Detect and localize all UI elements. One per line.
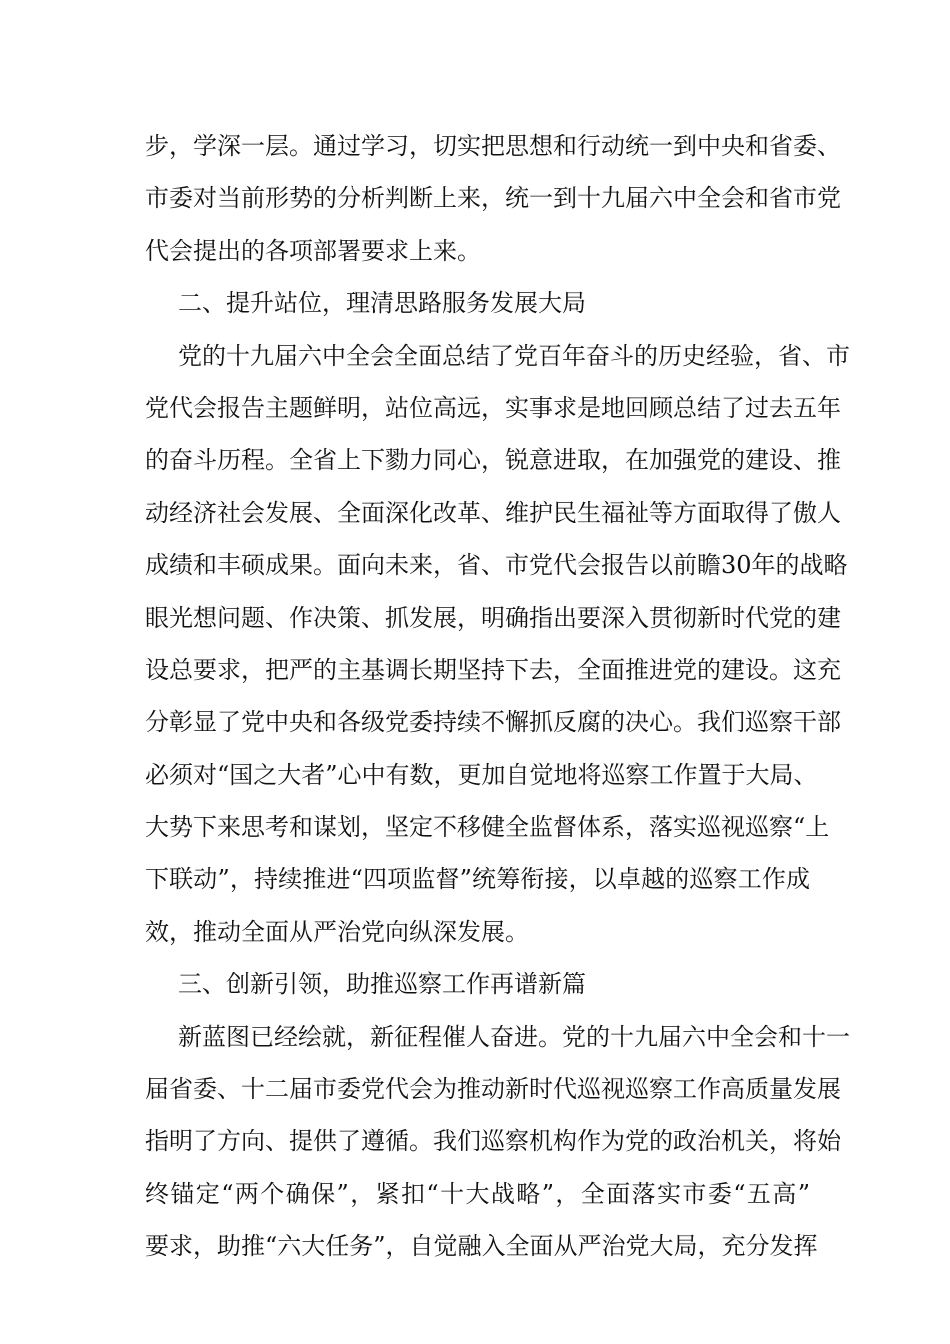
paragraph-line: 设总要求，把严的主基调长期坚持下去，全面推进党的建设。这充 <box>145 655 841 684</box>
paragraph-line: 步，学深一层。通过学习，切实把思想和行动统一到中央和省委、 <box>145 132 841 160</box>
section-heading: 三、创新引领，助推巡察工作再谱新篇 <box>178 970 586 999</box>
paragraph-line: 必须对“国之大者”心中有数，更加自觉地将巡察工作置于大局、 <box>145 760 818 789</box>
paragraph-line: 届省委、十二届市委党代会为推动新时代巡视巡察工作高质量发展 <box>145 1075 841 1104</box>
document-body <box>145 120 850 1273</box>
paragraph-line: 眼光想问题、作决策、抓发展，明确指出要深入贯彻新时代党的建 <box>145 603 841 632</box>
paragraph-line: 分彰显了党中央和各级党委持续不懈抓反腐的决心。我们巡察干部 <box>145 708 841 737</box>
paragraph-line: 成绩和丰硕成果。面向未来，省、市党代会报告以前瞻30年的战略 <box>145 551 848 580</box>
paragraph-line: 大势下来思考和谋划，坚定不移健全监督体系，落实巡视巡察“上 <box>145 813 830 842</box>
paragraph-line: 终锚定“两个确保”，紧扣“十大战略”，全面落实市委“五高” <box>145 1179 810 1208</box>
paragraph-line: 市委对当前形势的分析判断上来，统一到十九届六中全会和省市党 <box>145 184 841 213</box>
paragraph-line: 指明了方向、提供了遵循。我们巡察机构作为党的政治机关，将始 <box>145 1127 841 1156</box>
paragraph-line: 党的十九届六中全会全面总结了党百年奋斗的历史经验，省、市 <box>178 341 850 370</box>
section-heading: 二、提升站位，理清思路服务发展大局 <box>178 289 586 318</box>
paragraph-line: 代会提出的各项部署要求上来。 <box>145 236 481 265</box>
paragraph-line: 效，推动全面从严治党向纵深发展。 <box>145 917 529 946</box>
paragraph-line: 要求，助推“六大任务”，自觉融入全面从严治党大局，充分发挥 <box>145 1232 818 1261</box>
paragraph-line: 党代会报告主题鲜明，站位高远，实事求是地回顾总结了过去五年 <box>145 393 841 422</box>
paragraph-line: 动经济社会发展、全面深化改革、维护民生福祉等方面取得了傲人 <box>145 498 841 527</box>
paragraph-line: 新蓝图已经绘就，新征程催人奋进。党的十九届六中全会和十一 <box>178 1022 850 1051</box>
paragraph-line: 的奋斗历程。全省上下勠力同心，锐意进取，在加强党的建设、推 <box>145 446 841 475</box>
paragraph-line: 下联动”，持续推进“四项监督”统筹衔接，以卓越的巡察工作成 <box>145 865 810 894</box>
